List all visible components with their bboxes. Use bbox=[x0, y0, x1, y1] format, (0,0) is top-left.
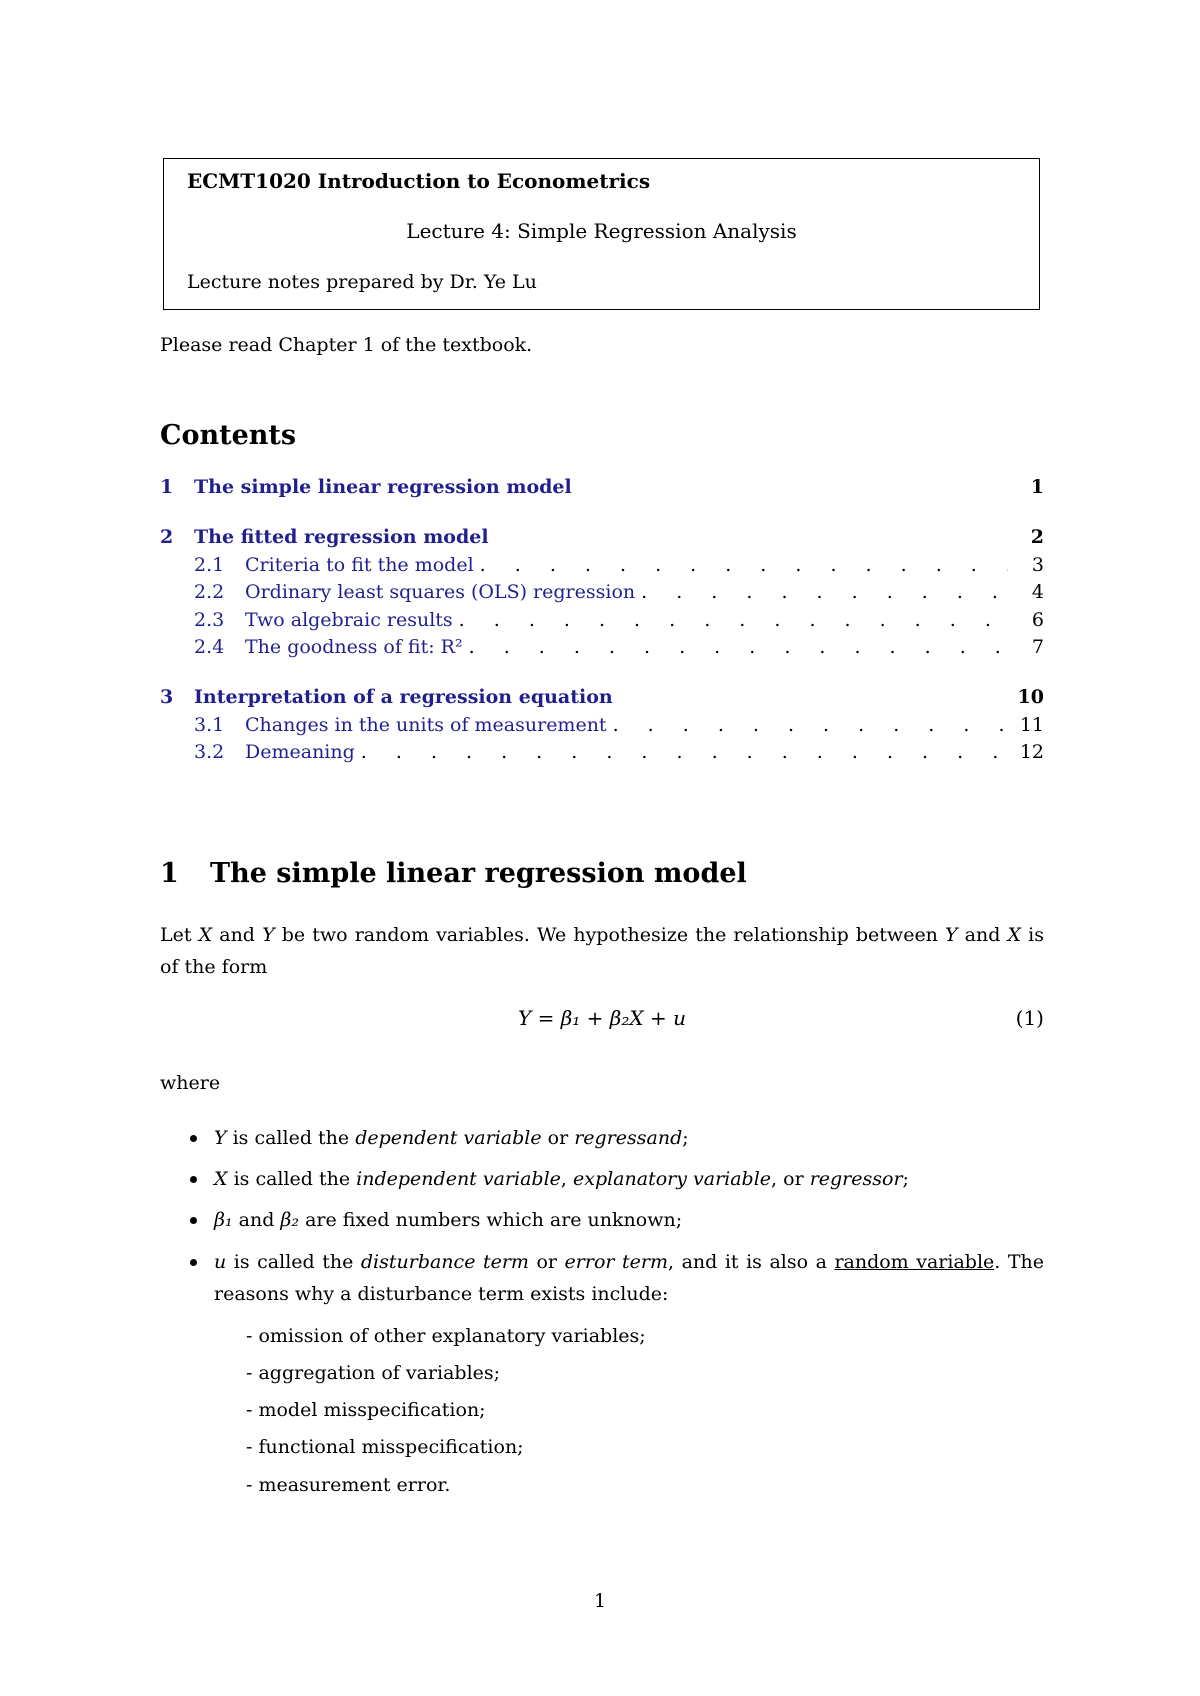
toc-dot-leader bbox=[480, 554, 1008, 576]
reason-item: - omission of other explanatory variables; bbox=[246, 1325, 646, 1347]
toc-entry-title[interactable]: The simple linear regression model bbox=[194, 476, 572, 498]
toc-entry[interactable] bbox=[160, 554, 1044, 582]
toc-dot-leader bbox=[613, 714, 1008, 736]
toc-entry[interactable] bbox=[160, 714, 1044, 742]
toc-entry-title[interactable]: Criteria to fit the model bbox=[245, 554, 474, 576]
list-item: Y is called the dependent variable or regressand; bbox=[190, 1122, 1044, 1154]
toc-entry-page: 10 bbox=[1017, 686, 1044, 708]
toc-entry-title[interactable]: Demeaning bbox=[245, 741, 355, 763]
intro-paragraph: Let X and Y be two random variables. We hypothesize the relationship between Y and X is of the form bbox=[160, 924, 1044, 978]
toc-entry-page: 11 bbox=[1019, 714, 1044, 736]
toc-entry[interactable] bbox=[160, 636, 1044, 664]
toc-entry[interactable] bbox=[160, 686, 1044, 714]
toc-entry-page: 6 bbox=[1031, 609, 1044, 631]
toc-entry-title[interactable]: Ordinary least squares (OLS) regression bbox=[245, 581, 636, 603]
toc-entry-page: 2 bbox=[1030, 526, 1044, 548]
bullet-dot bbox=[190, 1259, 197, 1266]
toc-entry-title[interactable]: Interpretation of a regression equation bbox=[194, 686, 613, 708]
reason-item: - aggregation of variables; bbox=[246, 1362, 501, 1384]
toc-entry-page: 1 bbox=[1030, 476, 1044, 498]
equation-number: (1) bbox=[1015, 1006, 1044, 1030]
toc-entry-title[interactable]: The fitted regression model bbox=[194, 526, 489, 548]
reason-item: - functional misspecification; bbox=[246, 1436, 524, 1458]
toc-entry-number: 2 bbox=[160, 526, 174, 548]
toc-entry-number: 3 bbox=[160, 686, 174, 708]
toc-entry-page: 4 bbox=[1031, 581, 1044, 603]
toc-entry-number: 2.1 bbox=[194, 554, 225, 576]
lecture-title: Lecture 4: Simple Regression Analysis bbox=[406, 219, 797, 243]
list-item: β₁ and β₂ are fixed numbers which are unknown; bbox=[190, 1204, 1044, 1236]
section-number: 1 bbox=[160, 858, 179, 889]
reading-note: Please read Chapter 1 of the textbook. bbox=[160, 334, 533, 356]
toc-entry[interactable] bbox=[160, 609, 1044, 637]
list-item: X is called the independent variable, explanatory variable, or regressor; bbox=[190, 1163, 1044, 1195]
toc-entry-title[interactable]: Two algebraic results bbox=[245, 609, 453, 631]
toc-dot-leader bbox=[459, 609, 1008, 631]
toc-entry-number: 2.3 bbox=[194, 609, 225, 631]
toc-entry-page: 12 bbox=[1019, 741, 1044, 763]
toc-entry-number: 1 bbox=[160, 476, 174, 498]
toc-entry[interactable] bbox=[160, 741, 1044, 769]
toc-entry-title[interactable]: The goodness of fit: R² bbox=[245, 636, 463, 658]
section-title: The simple linear regression model bbox=[210, 858, 747, 889]
toc-entry-number: 3.2 bbox=[194, 741, 225, 763]
toc-entry[interactable] bbox=[160, 476, 1044, 504]
reason-item: - measurement error. bbox=[246, 1474, 451, 1496]
bullet-dot bbox=[190, 1176, 197, 1183]
page-number: 1 bbox=[593, 1590, 607, 1612]
course-title: ECMT1020 Introduction to Econometrics bbox=[187, 169, 651, 193]
toc-entry-title[interactable]: Changes in the units of measurement bbox=[245, 714, 607, 736]
toc-entry-page: 7 bbox=[1031, 636, 1044, 658]
toc-dot-leader bbox=[641, 581, 1008, 603]
bullet-dot bbox=[190, 1217, 197, 1224]
toc-entry[interactable] bbox=[160, 526, 1044, 554]
reason-item: - model misspecification; bbox=[246, 1399, 486, 1421]
bullet-dot bbox=[190, 1135, 197, 1142]
contents-heading: Contents bbox=[160, 420, 297, 451]
regression-equation bbox=[160, 1006, 1044, 1036]
course-header-box bbox=[163, 158, 1040, 310]
toc-entry-number: 2.2 bbox=[194, 581, 225, 603]
toc-dot-leader bbox=[361, 741, 1008, 763]
equation-body: Y = β₁ + β₂X + u bbox=[518, 1006, 686, 1030]
list-item: u is called the disturbance term or error term, and it is also a random variable. The reasons why a disturbance term exists include: bbox=[190, 1246, 1044, 1310]
section-heading bbox=[160, 858, 747, 889]
toc-entry[interactable] bbox=[160, 581, 1044, 609]
where-label: where bbox=[160, 1072, 221, 1094]
toc-entry-number: 3.1 bbox=[194, 714, 225, 736]
toc-dot-leader bbox=[469, 636, 1008, 658]
toc-entry-page: 3 bbox=[1031, 554, 1044, 576]
author-line: Lecture notes prepared by Dr. Ye Lu bbox=[187, 271, 537, 293]
toc-entry-number: 2.4 bbox=[194, 636, 225, 658]
